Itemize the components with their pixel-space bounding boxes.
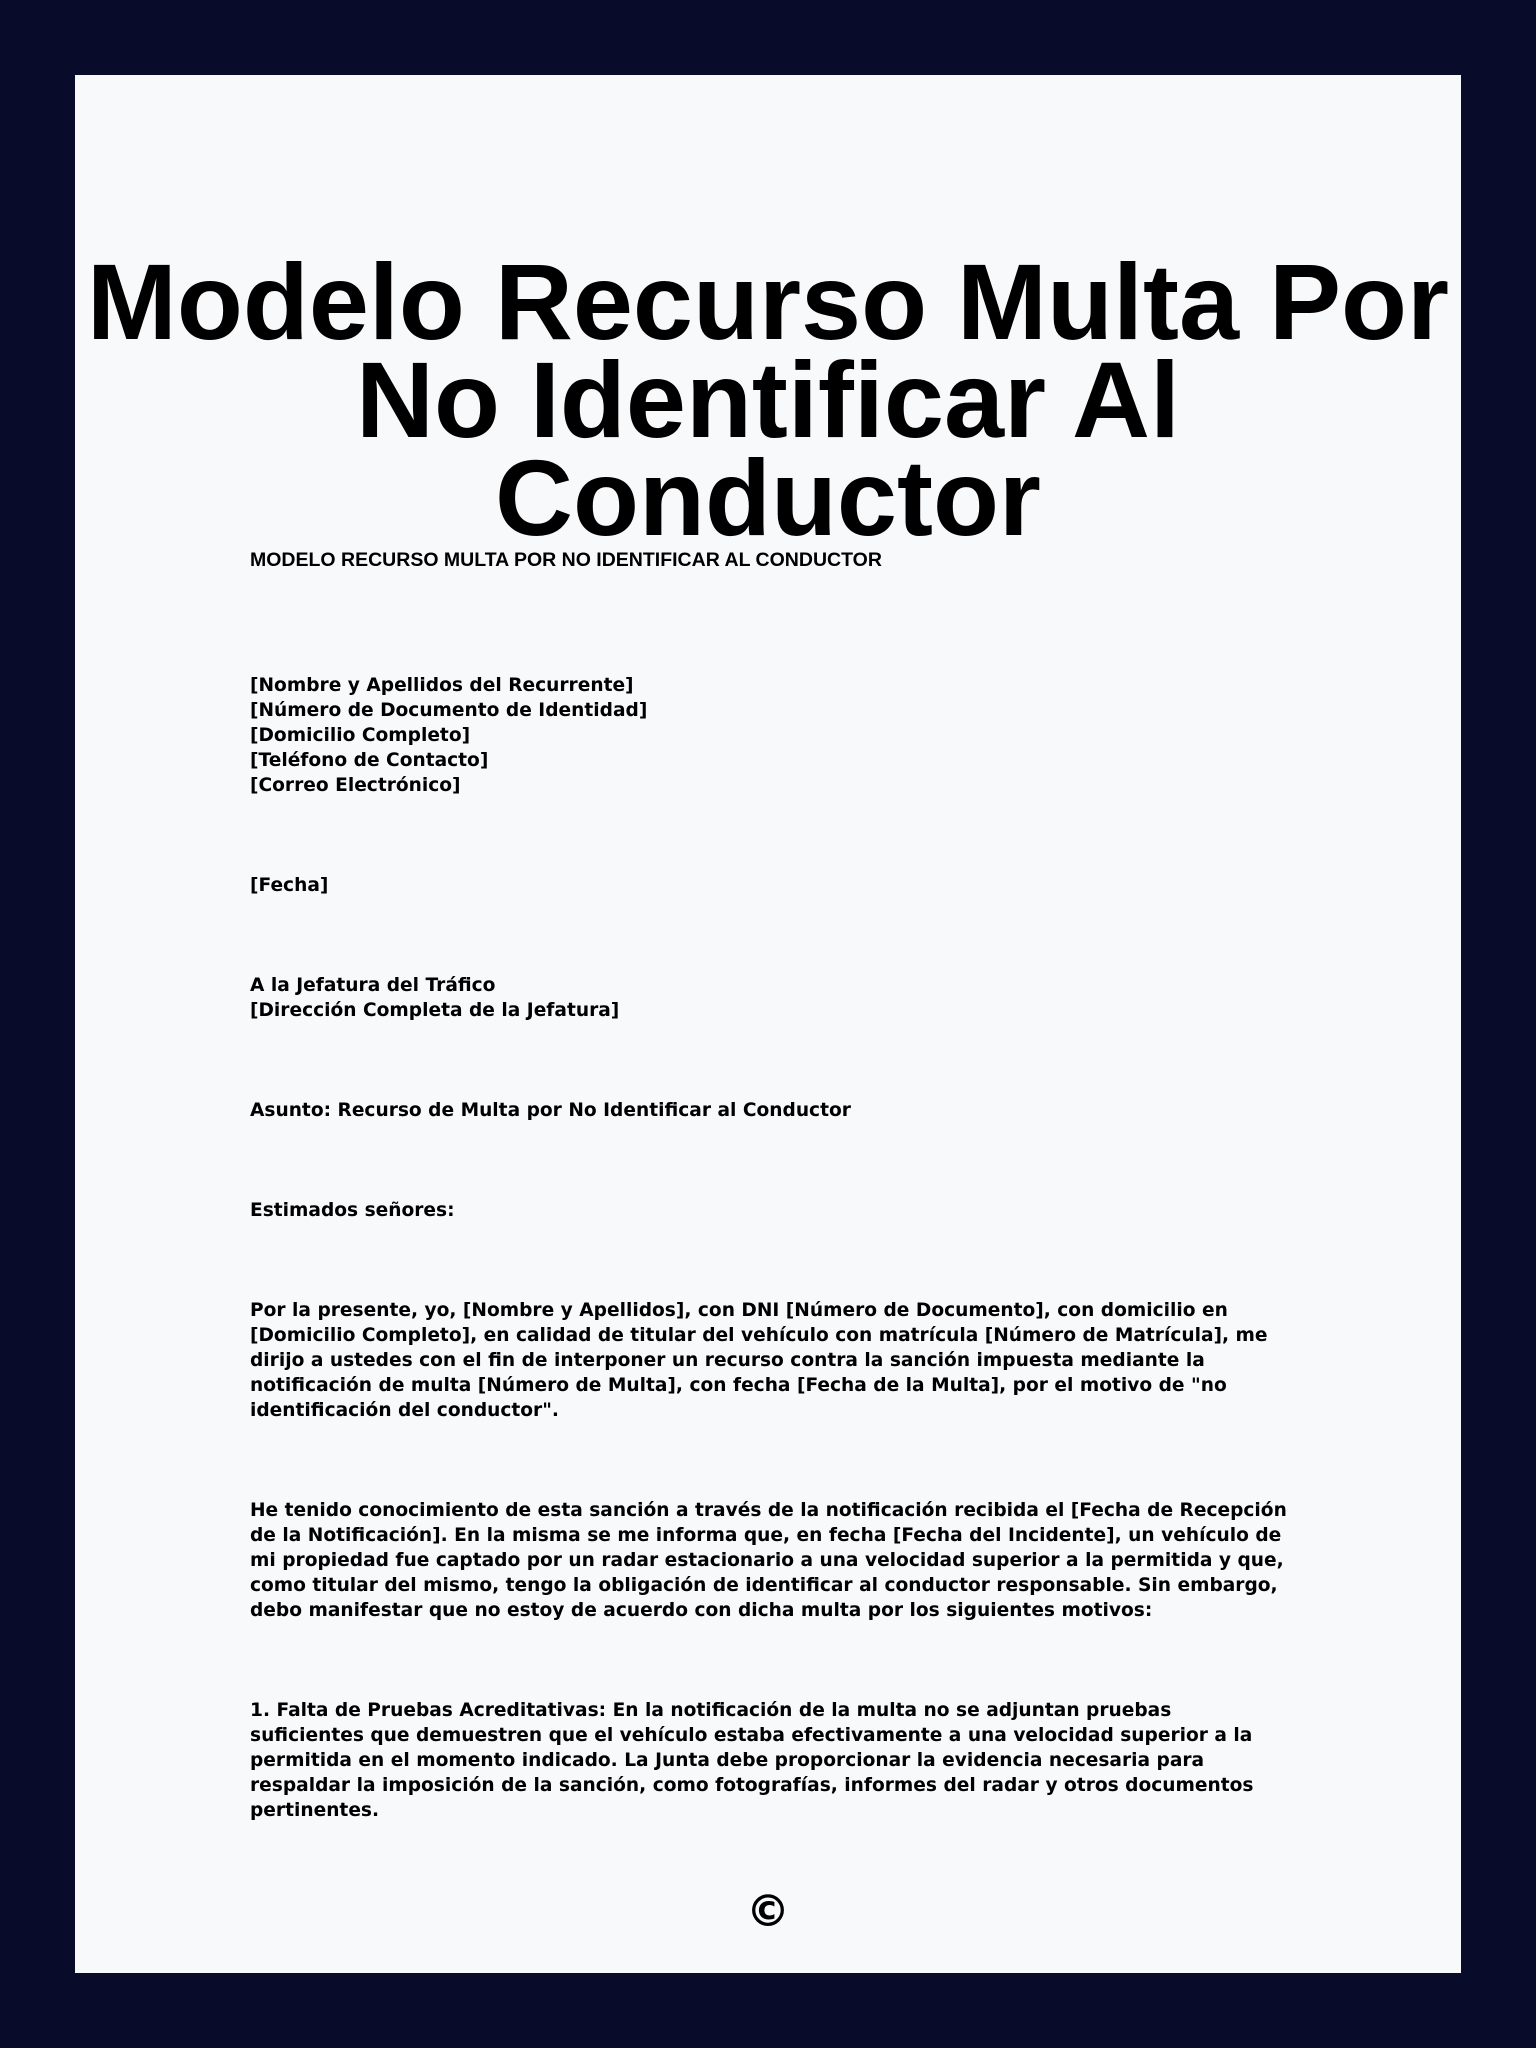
sender-phone: [Teléfono de Contacto] [250, 750, 489, 771]
sender-name: [Nombre y Apellidos del Recurrente] [250, 675, 634, 696]
document-paragraph-3: 1. Falta de Pruebas Acreditativas: En la notificación de la multa no se adjuntan pruebas suficientes que demuestren que el vehículo estaba efectivamente a una velocidad superior a la permitida en el momento indicado. La Junta debe proporcionar la evidencia necesaria para respaldar la imposición de la sanción, como fotografías, informes del radar y otros documentos pertinentes. [250, 1700, 1254, 1821]
sender-email: [Correo Electrónico] [250, 775, 461, 796]
recipient-line-1: A la Jefatura del Tráfico [250, 975, 496, 996]
page-title-line-1: Modelo Recurso Multa Por [86, 241, 1450, 362]
sender-block [250, 673, 1290, 798]
document-greeting: Estimados señores: [250, 1200, 455, 1221]
document-paragraph-1: Por la presente, yo, [Nombre y Apellidos], con DNI [Número de Documento], con domicilio en [Domicilio Completo], en calidad de titular del vehículo con matrícula [Número de Matrícula], me dirijo a ustedes con el fin de interponer un recurso contra la sanción impuesta mediante la notificación de multa [Número de Multa], con fecha [Fecha de la Multa], por el motivo de "no identificación del conductor". [250, 1300, 1268, 1421]
document-heading: MODELO RECURSO MULTA POR NO IDENTIFICAR AL CONDUCTOR [250, 549, 882, 571]
copyright-icon: © [746, 1886, 790, 1937]
document-paragraph-2: He tenido conocimiento de esta sanción a través de la notificación recibida el [Fecha de Recepción de la Notificación]. En la misma se me informa que, en fecha [Fecha del Incidente], un vehículo de mi propiedad fue captado por un radar estacionario a una velocidad superior a la permitida y que, como titular del mismo, tengo la obligación de identificar al conductor responsable. Sin embargo, debo manifestar que no estoy de acuerdo con dicha multa por los siguientes motivos: [250, 1500, 1287, 1621]
document-date: [Fecha] [250, 875, 329, 896]
document-subject: Asunto: Recurso de Multa por No Identificar al Conductor [250, 1100, 851, 1121]
recipient-line-2: [Dirección Completa de la Jefatura] [250, 1000, 620, 1021]
document-page [75, 75, 1461, 1973]
document-body [250, 548, 1290, 1823]
sender-id: [Número de Documento de Identidad] [250, 700, 648, 721]
page-title [75, 241, 1461, 558]
recipient-block [250, 973, 1290, 1023]
sender-address: [Domicilio Completo] [250, 725, 471, 746]
page-title-line-2: No Identificar Al Conductor [355, 339, 1181, 558]
